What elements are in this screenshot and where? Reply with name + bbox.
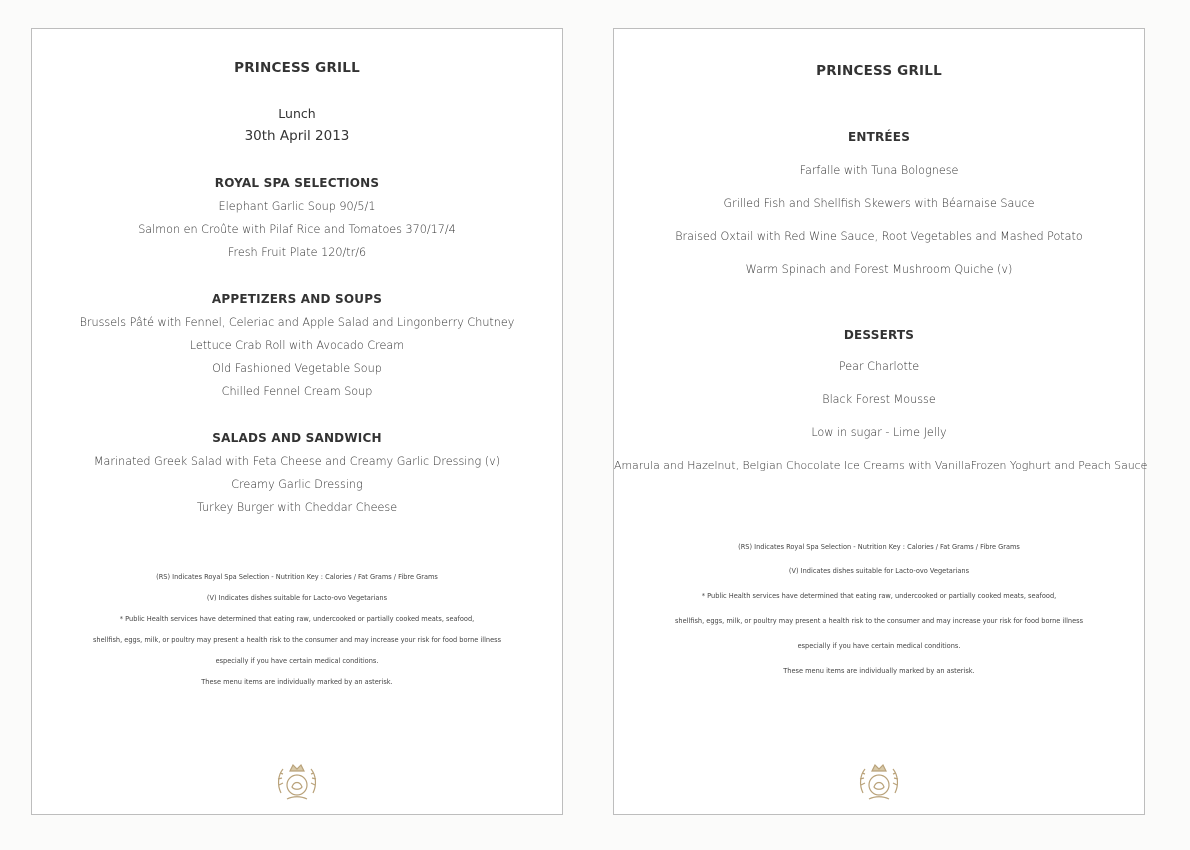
menu-item: Pear Charlotte	[838, 360, 920, 373]
footnote: These menu items are individually marked by an asterisk.	[783, 667, 975, 675]
menu-item: Fresh Fruit Plate 120/tr/6	[227, 246, 367, 259]
menu-item: Lettuce Crab Roll with Avocado Cream	[189, 339, 405, 352]
menu-item: Braised Oxtail with Red Wine Sauce, Root Vegetables and Mashed Potato	[675, 230, 1083, 243]
section-heading-salads: SALADS AND SANDWICH	[212, 431, 382, 445]
crest-emblem-icon	[855, 759, 903, 803]
menu-item: Turkey Burger with Cheddar Cheese	[196, 501, 398, 514]
meal-label: Lunch	[278, 106, 316, 121]
section-heading-royal-spa: ROYAL SPA SELECTIONS	[214, 176, 380, 190]
page-title: PRINCESS GRILL	[816, 63, 942, 79]
section-heading-desserts: DESSERTS	[843, 328, 915, 342]
crest-emblem-icon	[273, 759, 321, 803]
page-title: PRINCESS GRILL	[234, 60, 360, 76]
menu-item: Chilled Fennel Cream Soup	[221, 385, 373, 398]
menu-item: Amarula and Hazelnut, Belgian Chocolate Ice Creams with VanillaFrozen Yoghurt and Peach Sauce	[614, 459, 1148, 472]
footnote: shellfish, eggs, milk, or poultry may present a health risk to the consumer and may increase your risk for food borne illness	[674, 617, 1084, 625]
footnote: * Public Health services have determined that eating raw, undercooked or partially cooked meats, seafood,	[701, 592, 1057, 600]
footnote: (RS) Indicates Royal Spa Selection - Nutrition Key : Calories / Fat Grams / Fibre Grams	[156, 573, 438, 581]
menu-item: Salmon en Croûte with Pilaf Rice and Tomatoes 370/17/4	[138, 223, 456, 236]
menu-page-left	[31, 28, 563, 815]
footnote: These menu items are individually marked by an asterisk.	[201, 678, 393, 686]
menu-item: Grilled Fish and Shellfish Skewers with Béarnaise Sauce	[723, 197, 1035, 210]
footnote: (V) Indicates dishes suitable for Lacto-ovo Vegetarians	[788, 567, 970, 575]
footnote: * Public Health services have determined that eating raw, undercooked or partially cooked meats, seafood,	[119, 615, 475, 623]
footnote: (RS) Indicates Royal Spa Selection - Nutrition Key : Calories / Fat Grams / Fibre Grams	[738, 543, 1020, 551]
menu-date: 30th April 2013	[244, 128, 350, 144]
menu-item: Elephant Garlic Soup 90/5/1	[218, 200, 376, 213]
menu-item: Warm Spinach and Forest Mushroom Quiche (v)	[745, 263, 1013, 276]
footnote: especially if you have certain medical conditions.	[797, 642, 961, 650]
menu-item: Low in sugar - Lime Jelly	[811, 426, 947, 439]
section-heading-entrees: ENTRÉES	[847, 130, 911, 144]
menu-item: Marinated Greek Salad with Feta Cheese and Creamy Garlic Dressing (v)	[93, 455, 501, 468]
footnote: especially if you have certain medical conditions.	[215, 657, 379, 665]
menu-item: Farfalle with Tuna Bolognese	[799, 164, 959, 177]
menu-page-right	[613, 28, 1148, 815]
section-heading-appetizers: APPETIZERS AND SOUPS	[211, 292, 383, 306]
menu-item: Creamy Garlic Dressing	[231, 478, 363, 491]
menu-item: Black Forest Mousse	[822, 393, 936, 406]
menu-item: Old Fashioned Vegetable Soup	[212, 362, 382, 375]
footnote: (V) Indicates dishes suitable for Lacto-ovo Vegetarians	[206, 594, 388, 602]
footnote: shellfish, eggs, milk, or poultry may present a health risk to the consumer and may increase your risk for food borne illness	[92, 636, 502, 644]
menu-item: Brussels Pâté with Fennel, Celeriac and Apple Salad and Lingonberry Chutney	[79, 316, 515, 329]
